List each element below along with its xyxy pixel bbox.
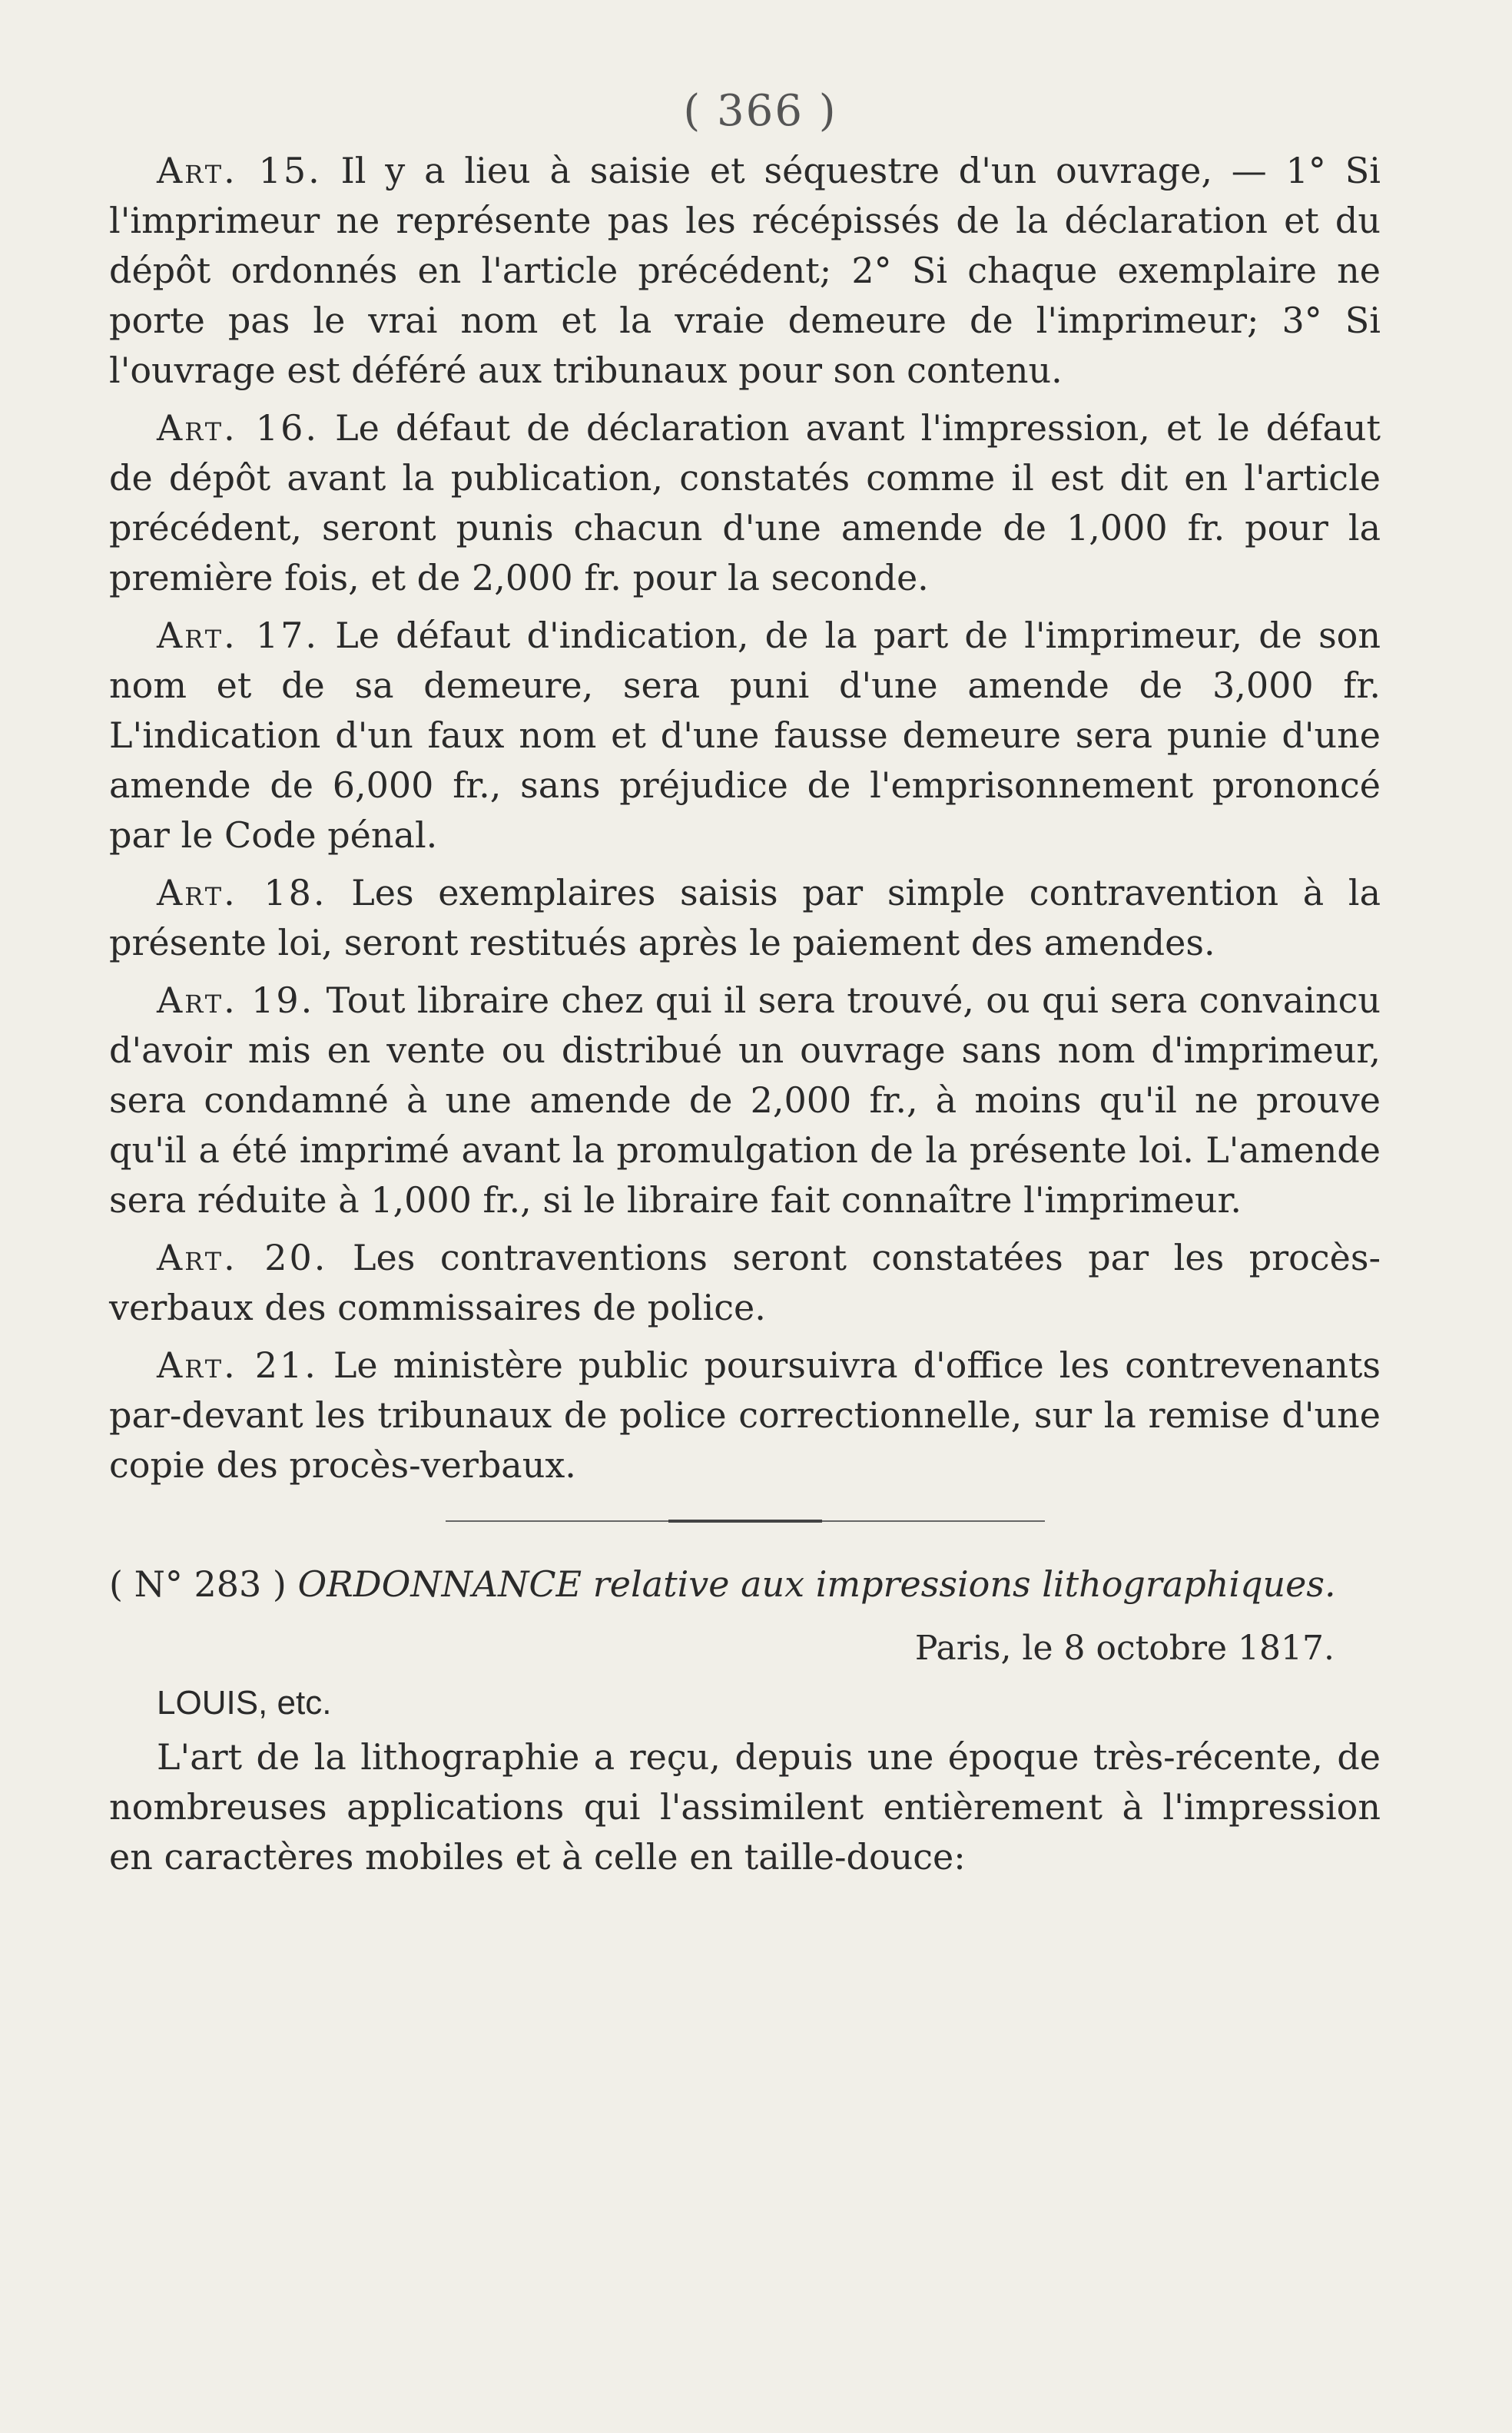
article-text: Les exemplaires saisis par simple contravention à la présente loi, seront restitués après le paiement des amendes.: [109, 872, 1381, 963]
article-17: [109, 611, 1381, 860]
article-21: [109, 1341, 1381, 1490]
ordinance-title: ORDONNANCE relative aux impressions lithographiques.: [297, 1563, 1336, 1605]
article-label: Art. 16.: [157, 407, 319, 449]
article-label: Art. 20.: [157, 1237, 328, 1278]
ordinance-heading: [109, 1560, 1381, 1609]
section-divider: [446, 1520, 1045, 1523]
article-label: Art. 21.: [157, 1344, 318, 1386]
article-text: Les contraventions seront constatées par les procès-verbaux des commissaires de police.: [109, 1237, 1381, 1328]
article-18: [109, 868, 1381, 968]
article-label: Art. 17.: [157, 615, 320, 656]
article-label: Art. 15.: [157, 150, 322, 191]
ordinance-number: ( N° 283 ): [109, 1563, 287, 1605]
page-number: ( 366 ): [683, 86, 837, 136]
ordinance-opening: L'art de la lithographie a reçu, depuis une époque très-récente, de nombreuses applications qui l'assimilent entièrement à l'impression en caractères mobiles et à celle en taille-douce:: [109, 1736, 1381, 1878]
article-20: [109, 1233, 1381, 1333]
article-text: Le défaut d'indication, de la part de l'imprimeur, de son nom et de sa demeure, sera puni d'une amende de 3,000 fr. L'indication d'un faux nom et d'une fausse demeure sera punie d'une amende de 6,000 fr., sans préjudice de l'emprisonnement prononcé par le Code pénal.: [109, 615, 1381, 856]
article-text: Le ministère public poursuivra d'office les contrevenants par-devant les tribunaux de police correctionnelle, sur la remise d'une copie des procès-verbaux.: [109, 1344, 1381, 1486]
ordinance-signatory: LOUIS, etc.: [157, 1684, 332, 1722]
text-block: [109, 85, 1381, 1890]
article-16: [109, 403, 1381, 603]
article-15: [109, 146, 1381, 396]
article-text: Il y a lieu à saisie et séquestre d'un ouvrage, — 1° Si l'imprimeur ne représente pas les récépissés de la déclaration et du dépôt ordonnés en l'article précédent; 2° Si chaque exemplaire ne porte pas le vrai nom et la vraie demeure de l'imprimeur; 3° Si l'ouvrage est déféré aux tribunaux pour son contenu.: [109, 150, 1381, 391]
article-19: [109, 976, 1381, 1225]
article-label: Art. 19.: [157, 979, 315, 1021]
article-label: Art. 18.: [157, 872, 327, 913]
article-text: Le défaut de déclaration avant l'impression, et le défaut de dépôt avant la publication, constatés comme il est dit en l'article précédent, seront punis chacun d'une amende de 1,000 fr. pour la première fois, et de 2,000 fr. pour la seconde.: [109, 407, 1381, 598]
article-text: Tout libraire chez qui il sera trouvé, ou qui sera convaincu d'avoir mis en vente ou distribué un ouvrage sans nom d'imprimeur, sera condamné à une amende de 2,000 fr., à moins qu'il ne prouve qu'il a été imprimé avant la promulgation de la présente loi. L'amende sera réduite à 1,000 fr., si le libraire fait connaître l'imprimeur.: [109, 979, 1381, 1221]
ordinance-date: Paris, le 8 octobre 1817.: [914, 1629, 1335, 1668]
